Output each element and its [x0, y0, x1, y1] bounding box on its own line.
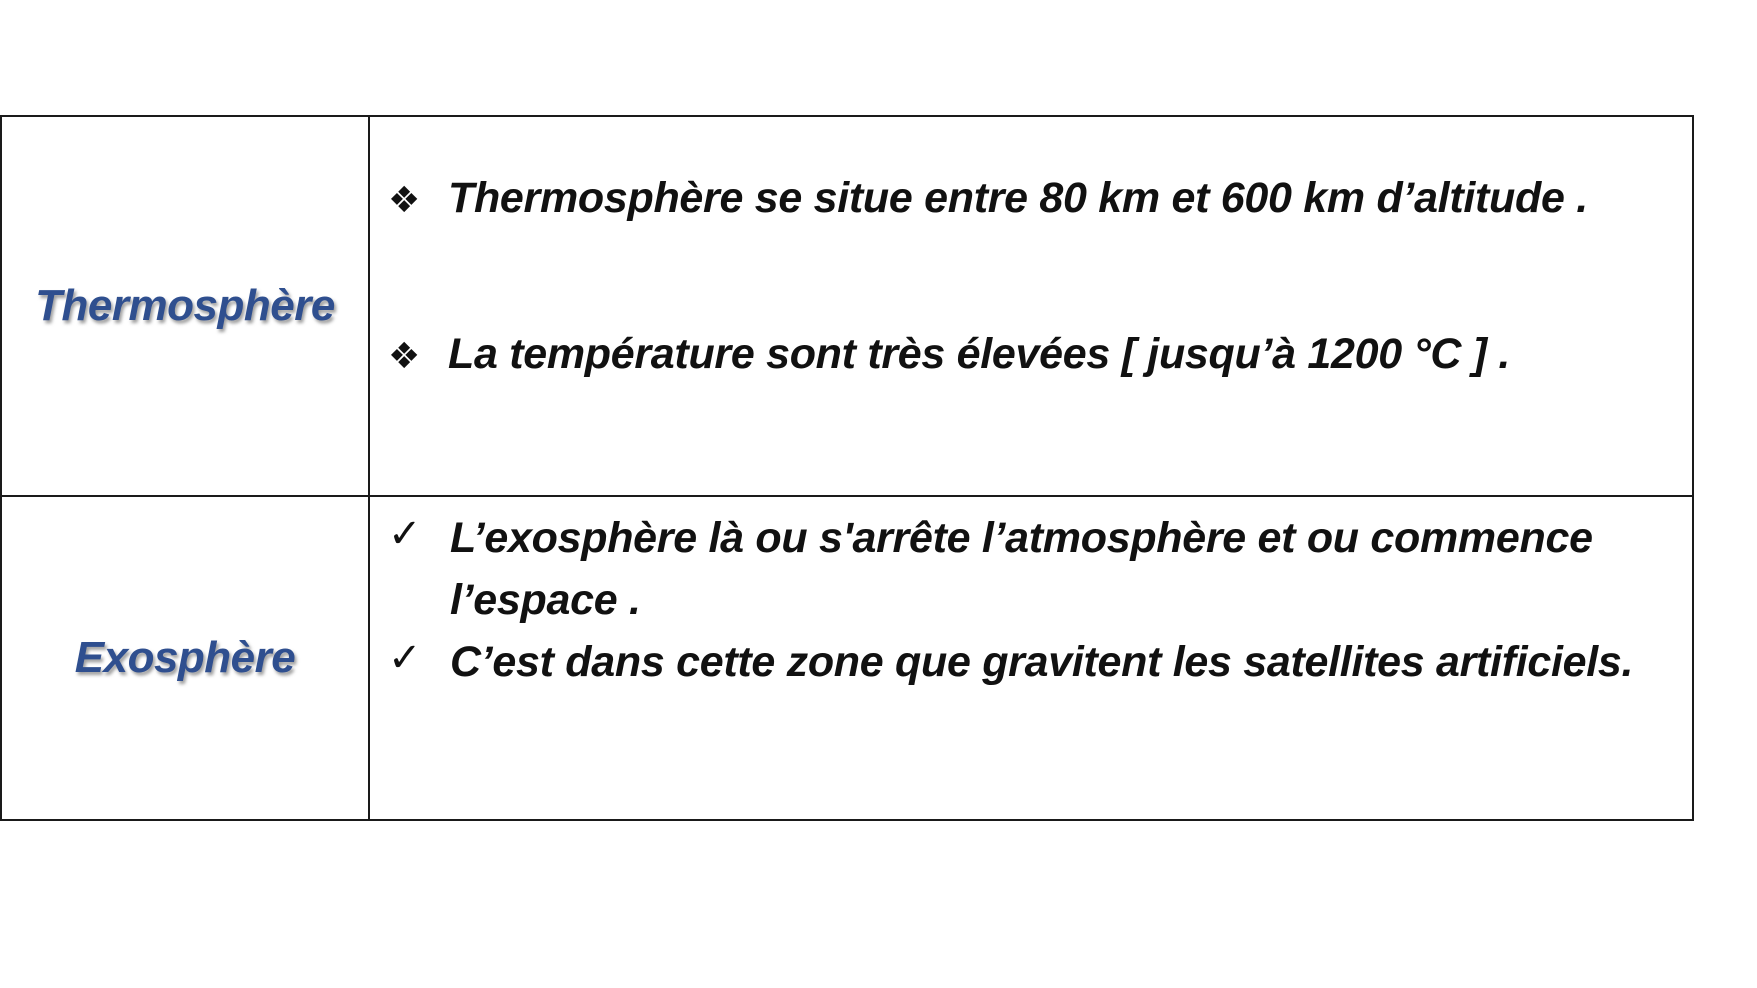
checkmark-icon: ✓	[388, 512, 422, 556]
table-row-thermosphere	[1, 116, 1693, 496]
term-label-exosphere: Exosphère	[74, 633, 296, 682]
list-item	[370, 323, 1692, 385]
bullet-text: Thermosphère se situe entre 80 km et 600 km d’altitude .	[448, 174, 1588, 222]
bullet-text: L’exosphère là ou s'arrête l’atmosphère et ou commence l’espace .	[450, 514, 1593, 624]
term-cell-thermosphere	[1, 116, 369, 496]
bullet-list-exosphere	[370, 497, 1692, 693]
list-item	[370, 631, 1692, 693]
bullet-text: C’est dans cette zone que gravitent les satellites artificiels.	[450, 638, 1634, 686]
checkmark-icon: ✓	[388, 636, 422, 680]
table-row-exosphere	[1, 496, 1693, 820]
description-cell-thermosphere	[369, 116, 1693, 496]
diamond-cluster-icon: ❖	[388, 179, 420, 220]
list-item	[370, 507, 1692, 631]
atmosphere-layers-table	[0, 115, 1694, 821]
list-item	[370, 167, 1692, 229]
term-label-thermosphere: Thermosphère	[35, 281, 335, 330]
diamond-cluster-icon: ❖	[388, 335, 420, 376]
bullet-text: La température sont très élevées [ jusqu’à 1200 °C ] .	[448, 330, 1511, 378]
term-cell-exosphere	[1, 496, 369, 820]
bullet-list-thermosphere	[370, 117, 1692, 385]
description-cell-exosphere	[369, 496, 1693, 820]
